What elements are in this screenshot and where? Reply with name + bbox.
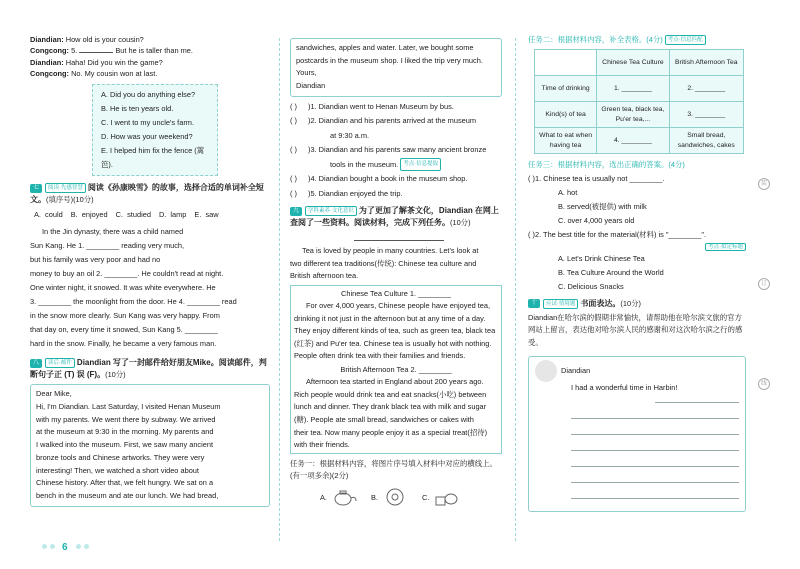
column-2 <box>290 38 502 507</box>
tf-item[interactable]: ( ) )5. Diandian enjoyed the trip. <box>290 187 502 201</box>
comparison-table: Chinese Tea Culture British Afternoon Tea Time of drinking 1. ________ 2. ________ Kind(s) of tea Green tea, black tea, Pu'er tea,... 3. ________ What to eat when having tea 4. ________ Small bread, sandwiches, cakes <box>534 49 744 154</box>
afternoon-tea-icon <box>433 487 459 507</box>
section-7-header: 七 阅读·先感智慧 阅读《孙康映雪》的故事，选择合适的单词补全短文。(填序号)(10分) <box>30 183 264 205</box>
task-1-pictures: A. B. C. <box>290 487 502 507</box>
page-number: 6 <box>62 541 68 553</box>
binding-mark: 装 <box>758 178 770 190</box>
options-box <box>92 84 218 176</box>
passage-title-2: British Afternoon Tea 2. ________ <box>340 364 452 374</box>
option-item: D. How was your weekend? <box>101 132 193 142</box>
column-1 <box>30 34 270 507</box>
avatar <box>535 360 557 382</box>
task-3: 任务三：根据材料内容，选出正确的答案。(4分) ( )1. Chinese tea is usually not ________. A. hot B. served(被提供) with milk C. over 4,000 years old ( )2. The best title for the material(材料) is "________". 考点·拟定标题 A. Let's Drink Chinese Tea B. Tea Culture Around the World C. Delicious Snacks <box>528 158 746 294</box>
teapot-icon <box>331 487 357 507</box>
passage-title-1: Chinese Tea Culture 1. ________ <box>341 288 451 298</box>
section-10-header: 十 应试·情境题 书面表达。(10分) <box>528 298 746 310</box>
answer-blank[interactable] <box>79 45 113 53</box>
table-blank[interactable]: 3. ________ <box>669 102 743 128</box>
option-item: E. I helped him fix the fence (篱笆). <box>101 146 205 170</box>
section-9-header: 九 学科素养·文化意识 为了更加了解茶文化，Diandian 在网上查阅了一些资料。阅读材料，完成下列任务。(10分) <box>290 206 499 227</box>
tf-item[interactable]: ( ) )4. Diandian bought a book in the museum shop. <box>290 172 502 186</box>
task-1: 任务一：根据材料内容，将图片序号填入材料中对应的横线上。(有一项多余)(2分) <box>290 458 497 480</box>
writing-prompt: Diandian在哈尔滨的假期非常愉快，请帮助他在哈尔滨文旅的官方网站上留言，表达他对哈尔滨人民的感谢和对这次哈尔滨之行的感受。 <box>528 312 743 348</box>
option-item: B. He is ten years old. <box>101 103 174 113</box>
tf-item[interactable]: ( ) )2. Diandian and his parents arrived at the museum <box>290 114 502 128</box>
column-3 <box>528 34 746 512</box>
tea-set-icon <box>382 487 408 507</box>
true-false-questions: ( ) )1. Diandian went to Henan Museum by bus. ( ) )2. Diandian and his parents arrived at the museum at 9:30 a.m. ( ) )3. Diandian and his parents saw many ancient bronze tools in the museum. 考点·信息提取 ( ) )4. Diandian bought a book in the museum shop. ( ) )5. Diandian enjoyed the trip. <box>290 100 502 201</box>
tf-item[interactable]: ( ) )1. Diandian went to Henan Museum by bus. <box>290 100 502 114</box>
question-2[interactable]: ( )2. The best title for the material(材料) is "________". <box>528 230 707 240</box>
section-number: 七 <box>30 184 42 193</box>
table-blank[interactable]: 2. ________ <box>669 76 743 102</box>
question-1[interactable]: ( )1. Chinese tea is usually not ________. <box>528 174 665 184</box>
binding-mark: 线 <box>758 378 770 390</box>
table-blank[interactable]: 4. ________ <box>597 128 669 154</box>
option-item: A. Did you do anything else? <box>101 89 196 99</box>
email-letter: Dear Mike, Hi, I'm Diandian. Last Saturday, I visited Henan Museum with my parents. We went there by subway. We arrived at the museum at 9:30 in the morning. My parents and I walked into the museum. First, we saw many ancient bronze tools and Chinese artworks. They were very interesting! Then, we watched a short video about Chinese history. After that, we felt hungry. We sat on a bench in the museum and ate our lunch. We had bread, <box>30 384 270 507</box>
table-blank[interactable]: 1. ________ <box>597 76 669 102</box>
binding-mark: 订 <box>758 278 770 290</box>
email-letter-continued: sandwiches, apples and water. Later, we bought some postcards in the museum shop. I liked the trip very much. Yours, Diandian <box>290 38 502 97</box>
dialogue: Diandian: How old is your cousin? Congcong: 5. But he is taller than me. Diandian: Haha! Did you win the game? Congcong: No. My cousin won at last. <box>30 35 193 79</box>
section-8-header: 八 读后·邮件 Diandian 写了一封邮件给好朋友Mike。阅读邮件，判断句子正 (T) 误 (F)。(10分) <box>30 358 267 380</box>
word-bank: A. could B. enjoyed C. studied D. lamp E. saw <box>34 210 219 220</box>
tea-passage: Tea is loved by people in many countries. Let's look at two different tea traditions(传统): Chinese tea culture and British afternoon tea. Chinese Tea Culture 1. ________ For over 4,000 years, Chinese people have enjoyed tea, drinking it not just in the afternoon but at any time of a day. They enjoy different kinds of tea, such as green tea, black tea (红茶) and Pu'er tea. Chinese tea is usually hot with nothing. People often drink tea with their families and friends. British Afternoon Tea 2. ________ Afternoon tea started in England about 200 years ago. Rich people would drink tea and eat snacks(小吃) between lunch and dinner. They drank black tea with milk and sugar (糖). People ate small bread, sandwiches or cakes with their tea. Now many people enjoy it as a special treat(招待) with their friends. <box>290 245 502 454</box>
title-blank[interactable] <box>354 235 444 241</box>
writing-box[interactable]: Diandian I had a wonderful time in Harbin! <box>528 356 746 512</box>
story-text: In the Jin dynasty, there was a child named Sun Kang. He 1. ________ reading very much, but his family was very poor and had no money to buy an oil 2. ________. He couldn't read at night. One winter night, it snowed. It was white everywhere. He 3. ________ the moonlight from the door. He 4. ________ read in the snow more clearly. Sun Kang was very happy. From that day on, every time it snowed, Sun Kang 5. ________ hard in the snow. Finally, he became a very famous man. <box>30 226 237 349</box>
task-2: 任务二：根据材料内容，补全表格。(4分) 考点·信息匹配 <box>528 34 746 45</box>
tf-item[interactable]: ( ) )3. Diandian and his parents saw many ancient bronze <box>290 143 502 157</box>
option-item: C. I went to my uncle's farm. <box>101 118 195 127</box>
